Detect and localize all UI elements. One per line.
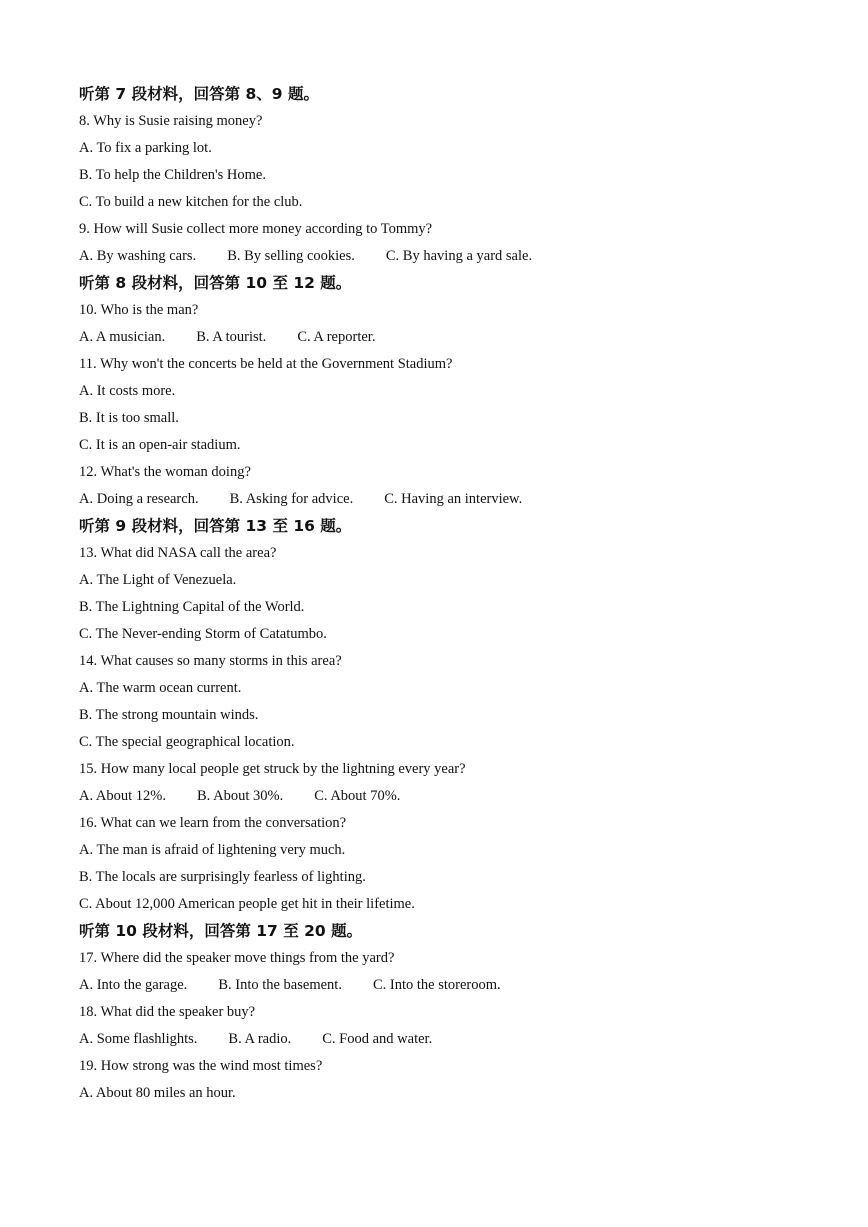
answer-option: A. About 12%. [79, 788, 166, 804]
answer-option: B. Asking for advice. [229, 491, 354, 507]
question-stem: 12. What's the woman doing? [79, 464, 251, 480]
options-row [79, 1026, 799, 1053]
answer-option: A. A musician. [79, 329, 166, 345]
answer-option: A. About 80 miles an hour. [79, 1085, 236, 1101]
answer-option: A. By washing cars. [79, 248, 197, 264]
answer-option: A. The warm ocean current. [79, 680, 242, 696]
answer-option: A. Some flashlights. [79, 1031, 198, 1047]
options-row [79, 486, 799, 513]
answer-option: C. About 70%. [314, 788, 401, 804]
question-stem: 17. Where did the speaker move things from the yard? [79, 950, 395, 966]
section-heading: 听第 9 段材料，回答第 13 至 16 题。 [79, 517, 352, 535]
answer-option: C. A reporter. [297, 329, 376, 345]
answer-option: A. The Light of Venezuela. [79, 572, 237, 588]
answer-option: B. To help the Children's Home. [79, 167, 266, 183]
answer-option: B. Into the basement. [218, 977, 342, 993]
answer-option: A. Into the garage. [79, 977, 188, 993]
section-heading: 听第 10 段材料，回答第 17 至 20 题。 [79, 922, 363, 940]
question-stem: 18. What did the speaker buy? [79, 1004, 256, 1020]
question-stem: 8. Why is Susie raising money? [79, 113, 263, 129]
answer-option: B. The locals are surprisingly fearless of lighting. [79, 869, 366, 885]
answer-option: C. About 12,000 American people get hit in their lifetime. [79, 896, 415, 912]
answer-option: C. The Never-ending Storm of Catatumbo. [79, 626, 327, 642]
answer-option: A. The man is afraid of lightening very much. [79, 842, 346, 858]
question-stem: 10. Who is the man? [79, 302, 199, 318]
answer-option: C. To build a new kitchen for the club. [79, 194, 303, 210]
answer-option: C. By having a yard sale. [385, 248, 533, 264]
answer-option: A. Doing a research. [79, 491, 199, 507]
exam-page [79, 81, 799, 1107]
answer-option: A. To fix a parking lot. [79, 140, 212, 156]
section-heading: 听第 8 段材料，回答第 10 至 12 题。 [79, 274, 352, 292]
answer-option: C. The special geographical location. [79, 734, 295, 750]
answer-option: B. It is too small. [79, 410, 179, 426]
options-row [79, 243, 799, 270]
answer-option: B. A radio. [228, 1031, 292, 1047]
answer-option: B. The strong mountain winds. [79, 707, 259, 723]
answer-option: B. A tourist. [196, 329, 267, 345]
section-heading: 听第 7 段材料，回答第 8、9 题。 [79, 85, 319, 103]
answer-option: C. It is an open-air stadium. [79, 437, 241, 453]
answer-option: C. Having an interview. [384, 491, 523, 507]
question-stem: 19. How strong was the wind most times? [79, 1058, 323, 1074]
question-stem: 14. What causes so many storms in this area? [79, 653, 342, 669]
answer-option: C. Into the storeroom. [372, 977, 501, 993]
question-stem: 16. What can we learn from the conversation? [79, 815, 347, 831]
question-stem: 11. Why won't the concerts be held at the Government Stadium? [79, 356, 453, 372]
options-row [79, 783, 799, 810]
answer-option: C. Food and water. [322, 1031, 433, 1047]
options-row [79, 324, 799, 351]
options-row [79, 972, 799, 999]
question-stem: 9. How will Susie collect more money according to Tommy? [79, 221, 433, 237]
answer-option: B. About 30%. [197, 788, 284, 804]
question-stem: 15. How many local people get struck by the lightning every year? [79, 761, 466, 777]
answer-option: B. The Lightning Capital of the World. [79, 599, 305, 615]
question-stem: 13. What did NASA call the area? [79, 545, 277, 561]
answer-option: B. By selling cookies. [227, 248, 355, 264]
answer-option: A. It costs more. [79, 383, 176, 399]
